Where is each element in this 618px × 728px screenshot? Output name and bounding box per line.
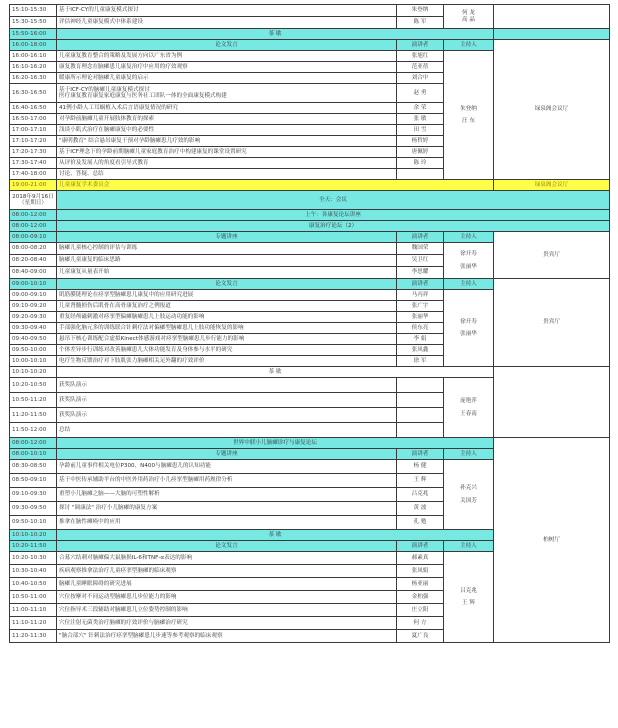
speaker-cell: 李 娟: [397, 334, 444, 345]
time-cell: 17:30-17:40: [10, 158, 57, 169]
time-cell: 08:50-09:10: [10, 474, 57, 488]
section-title: 论文发言: [57, 279, 397, 290]
host-cell: 吕克兆 王 辉: [444, 552, 494, 643]
time-cell: 09:40-09:50: [10, 334, 57, 345]
time-cell: 09:50-10:10: [10, 516, 57, 530]
speaker-cell: 余 荣: [397, 103, 444, 114]
time-cell: 08:00-12:00: [10, 221, 57, 232]
time-cell: 17:00-17:10: [10, 125, 57, 136]
host-cell: 何 龙 高 晶: [444, 5, 494, 29]
speaker-cell: 庄立阳: [397, 604, 444, 617]
topic-cell: 疾病观察推拿法治疗儿童痉挛型脑瘫的临床观察: [57, 565, 397, 578]
speaker-cell: 张丽华: [397, 312, 444, 323]
speaker-cell: 赵 勇: [397, 84, 444, 103]
time-cell: 15:10-15:30: [10, 5, 57, 17]
highlight-row: [10, 180, 610, 191]
speaker-cell: 杨亚丽: [397, 578, 444, 591]
time-cell: 16:40-16:50: [10, 103, 57, 114]
speaker-cell: [397, 378, 444, 393]
time-cell: 09:30-09:50: [10, 502, 57, 516]
time-cell: 17:40-18:00: [10, 169, 57, 180]
time-cell: 08:00-12:00: [10, 210, 57, 221]
topic-cell: 肌筋膜链理论在痉挛型脑瘫患儿康复中的应用研究进展: [57, 290, 397, 301]
speaker-header: 演讲者: [397, 449, 444, 460]
topic-cell: 基于ICF-CY的儿童康复模式探讨: [57, 5, 397, 17]
time-cell: 10:40-10:50: [10, 578, 57, 591]
topic-cell: 获奖队演示: [57, 378, 397, 393]
speaker-cell: [397, 423, 444, 438]
time-cell: 15:30-15:50: [10, 17, 57, 29]
forum-row: [10, 221, 610, 232]
speaker-cell: 马丙祥: [397, 290, 444, 301]
speaker-cell: 吴卫红: [397, 255, 444, 267]
speaker-cell: 陈 军: [397, 17, 444, 29]
time-cell: 16:20-16:30: [10, 73, 57, 84]
time-cell: 10:10-10:20: [10, 530, 57, 541]
break-label: 茶 歇: [57, 29, 494, 40]
speaker-cell: 徐 军: [397, 356, 444, 367]
time-cell: 08:00-09:10: [10, 232, 57, 243]
topic-cell: 脑瘫儿童睡眠障碍的研究进展: [57, 578, 397, 591]
topic-cell: 儿童肾髓损伤后肌骨在高骨康复治疗之例报道: [57, 301, 397, 312]
break-label: 茶 歇: [57, 530, 494, 541]
room-cell: [494, 29, 610, 40]
time-cell: 10:20-10:50: [10, 378, 57, 393]
topic-cell: 讨论、答疑、总结: [57, 169, 397, 180]
time-cell: 16:50-17:00: [10, 114, 57, 125]
time-cell: 09:00-10:10: [10, 279, 57, 290]
host-header: 主持人: [444, 541, 494, 552]
room-cell: [494, 367, 610, 438]
time-cell: 11:20-11:50: [10, 408, 57, 423]
speaker-cell: 刘合中: [397, 73, 444, 84]
time-cell: 17:20-17:30: [10, 147, 57, 158]
day-label: 2018年9月16日 （星期日）: [10, 191, 57, 210]
topic-cell: 获奖队演示: [57, 393, 397, 408]
section-header: [10, 279, 610, 290]
speaker-cell: 张旭红: [397, 51, 444, 62]
room-cell: 绿泉阁会议厅: [494, 180, 610, 191]
host-cell: 徐开寿 张丽华: [444, 290, 494, 367]
speaker-cell: 何 方: [397, 617, 444, 630]
topic-cell: 手部强化脑元多的训练联合针刺疗法对偏瘫型脑瘫患儿上肢功能恢复的影响: [57, 323, 397, 334]
topic-cell: 浅谈小肌式治疗在脑瘫康复中的必要性: [57, 125, 397, 136]
speaker-cell: 吕克兆: [397, 488, 444, 502]
topic-cell: "康明教育" 结合悬吊康复干预对孕龄脑瘫患儿疗效的影响: [57, 136, 397, 147]
time-cell: 08:00-10:10: [10, 449, 57, 460]
time-cell: 11:20-11:30: [10, 630, 57, 643]
topic-cell: 基于ICF-CY的脑瘫儿童康复模式探讨 医疗康复教育康复家庭康复与医务社工团队一体的全面康复模式构建: [57, 84, 397, 103]
time-cell: 10:20-11:50: [10, 541, 57, 552]
section-title: 专题讲座: [57, 232, 397, 243]
host-cell: 朱登纳 汪 东: [444, 51, 494, 180]
topic-cell: 探讨 "调康法" 治疗小儿脑瘫的康复方案: [57, 502, 397, 516]
time-cell: 11:00-11:10: [10, 604, 57, 617]
section-title: 论文发言: [57, 541, 397, 552]
speaker-cell: 夏广良: [397, 630, 444, 643]
time-cell: 10:30-10:40: [10, 565, 57, 578]
speaker-cell: 朱登纳: [397, 5, 444, 17]
room-cell: [494, 5, 610, 29]
topic-cell: 脑瘫儿童核心控制的评估与训练: [57, 243, 397, 255]
time-cell: 16:30-16:50: [10, 84, 57, 103]
speaker-cell: 杨哲婷: [397, 136, 444, 147]
time-cell: 09:30-09:40: [10, 323, 57, 334]
speaker-cell: [397, 393, 444, 408]
speaker-cell: 杨 健: [397, 460, 444, 474]
topic-cell: 孕龄前儿童事件相关电位P300、N400与脑瘫患儿的认知功能: [57, 460, 397, 474]
section-header: [10, 40, 610, 51]
host-header: 主持人: [444, 449, 494, 460]
speaker-cell: 魏国荣: [397, 243, 444, 255]
topic-cell: 重塑小儿脑瘫之脑——大脑的可塑性解析: [57, 488, 397, 502]
topic-cell: 41例小龄人工耳蜗植入术后言语康复情况的研究: [57, 103, 397, 114]
break-row: [10, 367, 610, 378]
time-cell: 09:50-10:00: [10, 345, 57, 356]
speaker-cell: 李思耀: [397, 267, 444, 279]
section-title: 论文发言: [57, 40, 397, 51]
time-cell: 10:10-10:20: [10, 367, 57, 378]
day-title: 全天：会议: [57, 191, 610, 210]
forum-title: 世界中联小儿脑瘫诊疗与康复论坛: [57, 438, 494, 449]
time-cell: 08:20-08:40: [10, 255, 57, 267]
time-cell: 15:50-16:00: [10, 29, 57, 40]
speaker-header: 演讲者: [397, 541, 444, 552]
room-cell: 柏树厅: [494, 438, 610, 643]
speaker-cell: 金柏强: [397, 591, 444, 604]
room-cell: 绿泉阁会议厅: [494, 40, 610, 180]
section-title: 专题讲座: [57, 449, 397, 460]
speaker-cell: 孔 勉: [397, 516, 444, 530]
schedule-table: [9, 4, 610, 643]
time-cell: 10:50-11:20: [10, 393, 57, 408]
topic-cell: 暖康所示理论对脑瘫儿童康复的启示: [57, 73, 397, 84]
time-cell: 17:10-17:20: [10, 136, 57, 147]
section-header: [10, 232, 610, 243]
topic-cell: 评估神经儿童康复模式中体系建设: [57, 17, 397, 29]
topic-cell: 穴位按摩对不同运动型脑瘫患儿步位能力的影响: [57, 591, 397, 604]
event-title: 儿童康复学术委员会: [57, 180, 494, 191]
topic-cell: 电疗生物反馈治疗对下肢肌张力脑瘫相关足外翻的疗效评价: [57, 356, 397, 367]
time-cell: 10:50-11:00: [10, 591, 57, 604]
speaker-cell: 郝素真: [397, 552, 444, 565]
speaker-cell: 张广宇: [397, 301, 444, 312]
host-header: 主持人: [444, 279, 494, 290]
topic-cell: 对孕龄前脑瘫儿童开展肢体教育的探索: [57, 114, 397, 125]
time-cell: 09:00-09:10: [10, 290, 57, 301]
topic-cell: 总结: [57, 423, 397, 438]
speaker-cell: [397, 408, 444, 423]
day-row: [10, 191, 610, 210]
time-cell: 16:00-18:00: [10, 40, 57, 51]
time-cell: 09:10-09:20: [10, 301, 57, 312]
table-row: [10, 5, 610, 17]
host-header: 主持人: [444, 232, 494, 243]
forum-title: 康复治疗论坛（2）: [57, 221, 610, 232]
topic-cell: 康复教育理念在脑瘫患儿康复治疗中应用的疗效观察: [57, 62, 397, 73]
speaker-cell: 陈 玲: [397, 158, 444, 169]
room-cell: 贵宾厅: [494, 279, 610, 367]
time-cell: 09:20-09:30: [10, 312, 57, 323]
time-cell: 09:10-09:30: [10, 488, 57, 502]
speaker-header: 演讲者: [397, 232, 444, 243]
topic-cell: 从评价及发展人的角度看引导式教育: [57, 158, 397, 169]
host-cell: 徐开寿 张丽华: [444, 243, 494, 279]
host-cell: 庞艳萍 王春南: [444, 378, 494, 438]
speaker-cell: 唐佩婷: [397, 147, 444, 158]
time-cell: 19:00-21:00: [10, 180, 57, 191]
topic-cell: 穴位指导术三段辅助对脑瘫患儿立位姿势控制的影响: [57, 604, 397, 617]
time-cell: 08:00-12:00: [10, 438, 57, 449]
topic-cell: 重复经颅磁刺激对痉挛型偏瘫脑瘫患儿上肢运动功能的影响: [57, 312, 397, 323]
time-cell: 10:20-10:30: [10, 552, 57, 565]
time-cell: 08:00-08:20: [10, 243, 57, 255]
room-cell: 贵宾厅: [494, 232, 610, 279]
speaker-cell: 田 雪: [397, 125, 444, 136]
topic-cell: 推拿在脑性瘫痪中的应用: [57, 516, 397, 530]
speaker-cell: 侯东亮: [397, 323, 444, 334]
speaker-cell: 张凤鑫: [397, 345, 444, 356]
am-title: 上午：各康复论坛讲座: [57, 210, 610, 221]
speaker-header: 演讲者: [397, 40, 444, 51]
topic-cell: 基于ICF理念下的孕龄前期脑瘫儿童家庭教育治疗中构建康复的课堂设置研究: [57, 147, 397, 158]
time-cell: 08:30-08:50: [10, 460, 57, 474]
speaker-cell: 黄 波: [397, 502, 444, 516]
host-header: 主持人: [444, 40, 494, 51]
host-cell: 孙克兴 关国芳: [444, 460, 494, 530]
time-cell: 11:10-11:20: [10, 617, 57, 630]
time-cell: 10:00-10:10: [10, 356, 57, 367]
time-cell: 11:50-12:00: [10, 423, 57, 438]
topic-cell: 悬吊下核心训练配合虚拟Kinect体感游戏对痉挛型脑瘫患儿步行能力的影响: [57, 334, 397, 345]
topic-cell: 儿童康复从量表开始: [57, 267, 397, 279]
topic-cell: 脑瘫儿童康复的临床思路: [57, 255, 397, 267]
speaker-header: 演讲者: [397, 279, 444, 290]
forum-row: [10, 438, 610, 449]
time-cell: 16:00-16:10: [10, 51, 57, 62]
time-cell: 08:40-09:00: [10, 267, 57, 279]
break-label: 茶 歇: [57, 367, 494, 378]
speaker-cell: 范亚蓓: [397, 62, 444, 73]
speaker-cell: [397, 169, 444, 180]
topic-cell: 个体差异步行训练对改善脑瘫患儿大体功能发育及身体参与水平的研究: [57, 345, 397, 356]
break-row: [10, 29, 610, 40]
speaker-cell: 张凤娟: [397, 565, 444, 578]
speaker-cell: 王 辉: [397, 474, 444, 488]
speaker-cell: 张 敏: [397, 114, 444, 125]
topic-cell: 基于中医传承辅助平台的中医外用药治疗小儿痉挛型脑瘫用药规律分析: [57, 474, 397, 488]
topic-cell: 获奖队演示: [57, 408, 397, 423]
topic-cell: 合募穴结刺对脑瘫偏大鼠脑损IL-6和TNF-α表达的影响: [57, 552, 397, 565]
topic-cell: 儿童康复教育整合的策略及发展方向以广东省为例: [57, 51, 397, 62]
topic-cell: 穴位注射无菌类治疗脑瘫的疗效评价与脑瘫治疗研究: [57, 617, 397, 630]
time-cell: 16:10-16:20: [10, 62, 57, 73]
schedule-sheet: [9, 4, 609, 643]
topic-cell: "脑合部穴" 针刺法治疗痉挛型脑瘫患儿步速等参考观察的临床观察: [57, 630, 397, 643]
am-row: [10, 210, 610, 221]
